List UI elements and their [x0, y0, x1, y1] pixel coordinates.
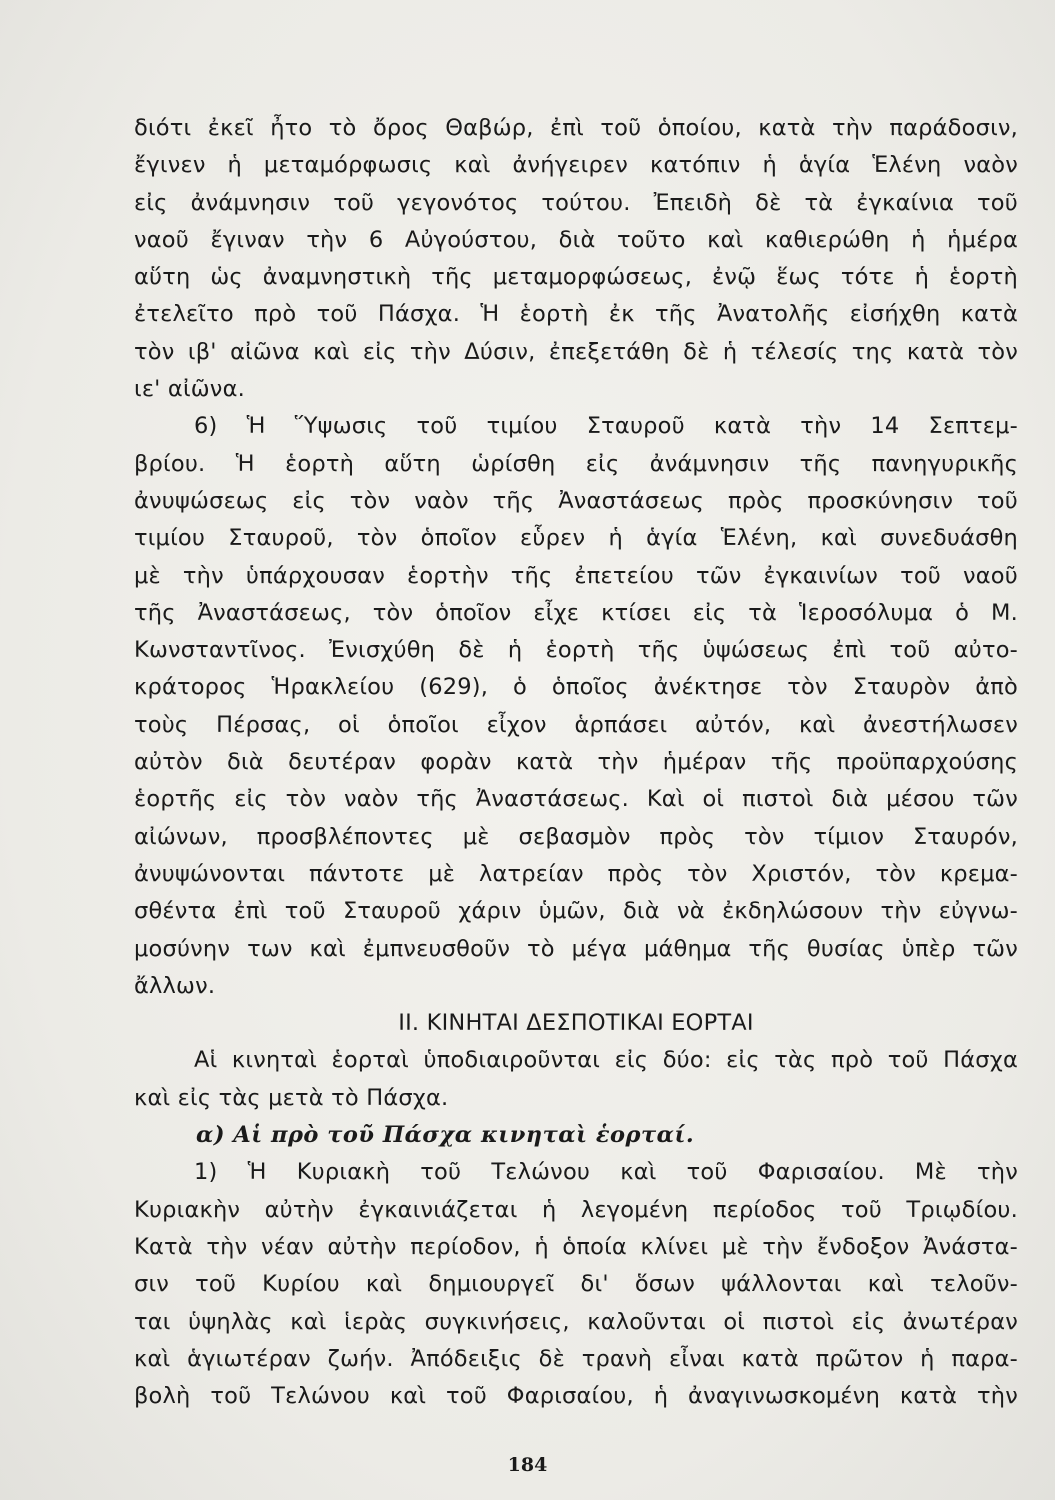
- text-line: τὸν ιβ' αἰῶνα καὶ εἰς τὴν Δύσιν, ἐπεξετάθη δὲ ἡ τέλεσίς της κατὰ τὸν: [134, 338, 1018, 365]
- body-text: [134, 110, 1018, 1415]
- text-line: τοὺς Πέρσας, οἱ ὁποῖοι εἶχον ἁρπάσει αὐτόν, καὶ ἀνεστήλωσεν: [134, 711, 1018, 738]
- text-line: βολὴ τοῦ Τελώνου καὶ τοῦ Φαρισαίου, ἡ ἀναγινωσκομένη κατὰ τὴν: [134, 1383, 1018, 1410]
- text-line: ἑορτῆς εἰς τὸν ναὸν τῆς Ἀναστάσεως. Καὶ οἱ πιστοὶ διὰ μέσου τῶν: [134, 786, 1018, 813]
- text-line: διότι ἐκεῖ ἦτο τὸ ὄρος Θαβώρ, ἐπὶ τοῦ ὁποίου, κατὰ τὴν παράδοσιν,: [134, 115, 1018, 141]
- item-1-heading-line: 1) Ἡ Κυριακὴ τοῦ Τελώνου καὶ τοῦ Φαρισαίου. Μὲ τὴν: [194, 1159, 1018, 1186]
- section-heading: ΙΙ. ΚΙΝΗΤΑΙ ΔΕΣΠΟΤΙΚΑΙ ΕΟΡΤΑΙ: [398, 1010, 754, 1037]
- text-line: ἐτελεῖτο πρὸ τοῦ Πάσχα. Ἡ ἑορτὴ ἐκ τῆς Ἀνατολῆς εἰσήχθη κατὰ: [134, 301, 1018, 328]
- text-line: Κωνσταντῖνος. Ἐνισχύθη δὲ ἡ ἑορτὴ τῆς ὑψώσεως ἐπὶ τοῦ αὐτο-: [134, 637, 1018, 664]
- text-line: Κατὰ τὴν νέαν αὐτὴν περίοδον, ἡ ὁποία κλίνει μὲ τὴν ἔνδοξον Ἀνάστα-: [134, 1233, 1018, 1260]
- text-line: αὕτη ὡς ἀναμνηστικὴ τῆς μεταμορφώσεως, ἐνῷ ἕως τότε ἡ ἑορτὴ: [134, 264, 1018, 291]
- text-line: ἄλλων.: [134, 972, 216, 999]
- text-line: Κυριακὴν αὐτὴν ἐγκαινιάζεται ἡ λεγομένη περίοδος τοῦ Τριῳδίου.: [134, 1196, 1018, 1223]
- text-line: ἀνυψώνονται πάντοτε μὲ λατρείαν πρὸς τὸν Χριστόν, τὸν κρεμα-: [134, 860, 1018, 887]
- text-line: ται ὑψηλὰς καὶ ἱερὰς συγκινήσεις, καλοῦνται οἱ πιστοὶ εἰς ἀνωτέραν: [134, 1308, 1018, 1335]
- text-line: σιν τοῦ Κυρίου καὶ δημιουργεῖ δι' ὅσων ψάλλονται καὶ τελοῦν-: [134, 1271, 1018, 1298]
- section-6-heading-line: 6) Ἡ Ὕψωσις τοῦ τιμίου Σταυροῦ κατὰ τὴν 14 Σεπτεμ-: [194, 413, 1018, 440]
- text-line: βρίου. Ἡ ἑορτὴ αὕτη ὡρίσθη εἰς ἀνάμνησιν τῆς πανηγυρικῆς: [134, 450, 1018, 477]
- text-line: καὶ εἰς τὰς μετὰ τὸ Πάσχα.: [134, 1084, 449, 1111]
- text-line: τιμίου Σταυροῦ, τὸν ὁποῖον εὗρεν ἡ ἁγία Ἑλένη, καὶ συνεδυάσθη: [134, 525, 1018, 552]
- text-line: μὲ τὴν ὑπάρχουσαν ἑορτὴν τῆς ἐπετείου τῶν ἐγκαινίων τοῦ ναοῦ: [134, 562, 1018, 589]
- text-line: ἀνυψώσεως εἰς τὸν ναὸν τῆς Ἀναστάσεως πρὸς προσκύνησιν τοῦ: [134, 487, 1018, 514]
- text-line: αἰώνων, προσβλέποντες μὲ σεβασμὸν πρὸς τὸν τίμιον Σταυρόν,: [134, 823, 1018, 850]
- text-line: ἔγινεν ἡ μεταμόρφωσις καὶ ἀνήγειρεν κατόπιν ἡ ἁγία Ἑλένη ναὸν: [134, 152, 1018, 179]
- page-number: 184: [507, 1454, 548, 1476]
- text-line: τῆς Ἀναστάσεως, τὸν ὁποῖον εἶχε κτίσει εἰς τὰ Ἱεροσόλυμα ὁ Μ.: [134, 599, 1018, 626]
- text-line: αὐτὸν διὰ δευτέραν φορὰν κατὰ τὴν ἡμέραν τῆς προϋπαρχούσης: [134, 749, 1018, 776]
- text-line: καὶ ἁγιωτέραν ζωήν. Ἀπόδειξις δὲ τρανὴ εἶναι κατὰ πρῶτον ἡ παρα-: [134, 1345, 1018, 1372]
- text-line: ναοῦ ἔγιναν τὴν 6 Αὐγούστου, διὰ τοῦτο καὶ καθιερώθη ἡ ἡμέρα: [134, 226, 1018, 253]
- text-line: κράτορος Ἡρακλείου (629), ὁ ὁποῖος ἀνέκτησε τὸν Σταυρὸν ἀπὸ: [134, 674, 1018, 701]
- text-line: Αἱ κινηταὶ ἑορταὶ ὑποδιαιροῦνται εἰς δύο: εἰς τὰς πρὸ τοῦ Πάσχα: [194, 1047, 1018, 1074]
- text-line: εἰς ἀνάμνησιν τοῦ γεγονότος τούτου. Ἐπειδὴ δὲ τὰ ἐγκαίνια τοῦ: [134, 189, 1018, 216]
- text-line: μοσύνην των καὶ ἐμπνευσθοῦν τὸ μέγα μάθημα τῆς θυσίας ὑπὲρ τῶν: [134, 935, 1018, 962]
- text-line: ιε' αἰῶνα.: [134, 376, 245, 403]
- text-line: σθέντα ἐπὶ τοῦ Σταυροῦ χάριν ὑμῶν, διὰ νὰ ἐκδηλώσουν τὴν εὐγνω-: [134, 898, 1018, 925]
- subsection-heading: α) Αἱ πρὸ τοῦ Πάσχα κινηταὶ ἑορταί.: [196, 1122, 695, 1149]
